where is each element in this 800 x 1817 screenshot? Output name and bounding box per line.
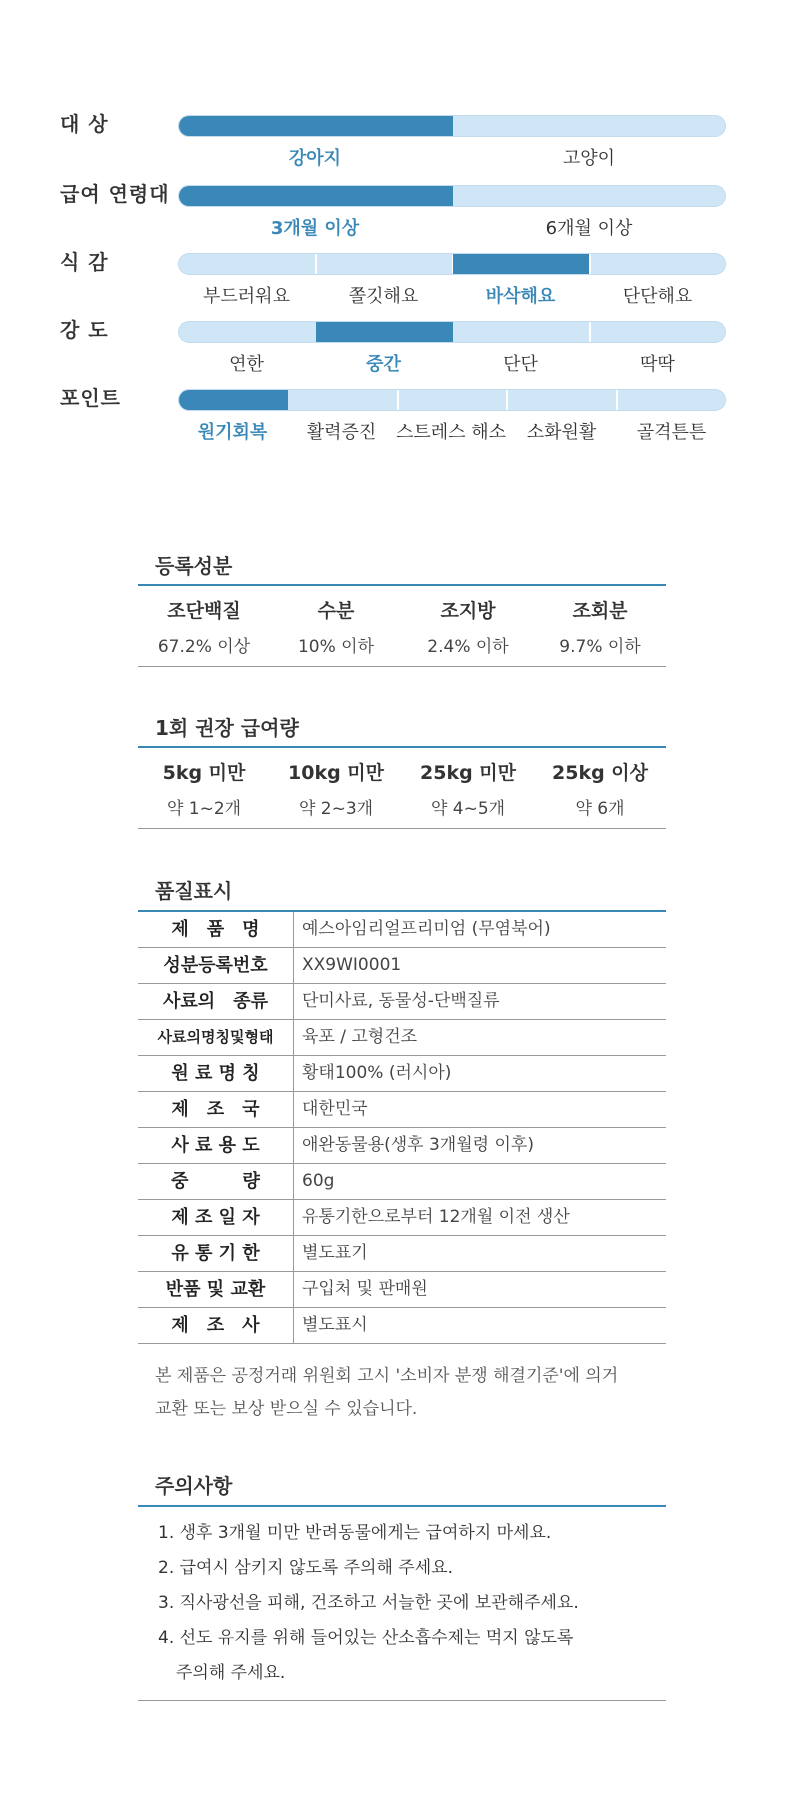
row-value: 구입처 및 판매원 (302, 1279, 428, 1299)
feeding-top-rule (138, 746, 666, 748)
table-row (138, 948, 666, 984)
table-header: 조지방 (440, 600, 496, 622)
row-key: 유 통 기 한 (138, 1236, 294, 1271)
bar-point (178, 389, 726, 411)
row-value: 60g (302, 1171, 335, 1191)
table-row (138, 1308, 666, 1344)
row-key: 원 료 명 칭 (138, 1056, 294, 1091)
bar-options (178, 421, 726, 445)
row-value: 별도표기 (302, 1243, 368, 1263)
bar-options (178, 217, 726, 241)
row-key: 중 량 (138, 1164, 294, 1199)
table-cell: 67.2% 이상 (157, 637, 251, 657)
composition-table (138, 596, 666, 656)
table-row (138, 1164, 666, 1200)
table-header: 25kg 이상 (552, 762, 648, 784)
option-recovery: 원기회복 (197, 422, 268, 443)
table-row (138, 984, 666, 1020)
option-digestion: 소화원활 (526, 422, 597, 443)
table-cell: 약 1~2개 (166, 799, 242, 819)
attr-label: 식 감 (60, 250, 109, 274)
table-header: 10kg 미만 (288, 762, 384, 784)
table-row (138, 1020, 666, 1056)
bar-active-segment (179, 186, 453, 206)
row-value: 유통기한으로부터 12개월 이전 생산 (302, 1207, 570, 1227)
row-value: 애완동물용(생후 3개월령 이후) (302, 1135, 534, 1155)
table-row (138, 912, 666, 948)
feeding-title: 1회 권장 급여량 (155, 716, 299, 740)
cautions-top-rule (138, 1505, 666, 1507)
bar-divider (589, 322, 591, 342)
composition-bottom-rule (138, 666, 666, 667)
option-stress: 스트레스 해소 (395, 422, 507, 443)
list-item: 2. 급여시 삼키지 않도록 주의해 주세요. (158, 1558, 453, 1578)
row-value: 별도표시 (302, 1315, 368, 1335)
composition-top-rule (138, 584, 666, 586)
feeding-bottom-rule (138, 828, 666, 829)
bar-divider (315, 254, 317, 274)
option-crispy: 바삭해요 (485, 286, 556, 307)
table-row (138, 1128, 666, 1164)
option-medium: 중간 (366, 354, 401, 375)
bar-options (178, 285, 726, 309)
quality-title: 품질표시 (155, 879, 233, 903)
cautions-bottom-rule (138, 1700, 666, 1701)
bar-divider (616, 390, 618, 410)
bar-divider (506, 390, 508, 410)
attr-label: 대 상 (60, 112, 109, 136)
attr-label: 강 도 (60, 318, 109, 342)
row-value: 육포 / 고형건조 (302, 1027, 418, 1047)
option-chewy: 쫄깃해요 (348, 286, 419, 307)
list-item: 4. 선도 유지를 위해 들어있는 산소흡수제는 먹지 않도록 (158, 1628, 574, 1648)
option-bone: 골격튼튼 (636, 422, 707, 443)
bar-target (178, 115, 726, 137)
table-cell: 10% 이하 (297, 637, 375, 657)
table-header: 25kg 미만 (420, 762, 516, 784)
option-soft: 연한 (229, 354, 264, 375)
bar-active-segment (453, 254, 590, 274)
table-cell: 약 2~3개 (298, 799, 374, 819)
table-cell: 약 4~5개 (430, 799, 506, 819)
cautions-list (158, 1516, 678, 1691)
row-value: 대한민국 (302, 1099, 368, 1119)
composition-title: 등록성분 (155, 554, 233, 578)
table-row (138, 1236, 666, 1272)
quality-note (155, 1360, 675, 1426)
row-value: 예스아임리얼프리미엄 (무염북어) (302, 919, 551, 939)
bar-active-segment (179, 116, 453, 136)
bar-texture (178, 253, 726, 275)
option-dog: 강아지 (288, 148, 342, 169)
row-key: 사 료 용 도 (138, 1128, 294, 1163)
table-cell: 2.4% 이하 (427, 637, 509, 657)
row-key: 제 품 명 (138, 912, 294, 947)
bar-active-segment (179, 390, 288, 410)
cautions-title: 주의사항 (155, 1474, 233, 1498)
table-row (138, 1200, 666, 1236)
row-key: 제 조 사 (138, 1308, 294, 1343)
bar-divider (397, 390, 399, 410)
table-header: 조회분 (572, 600, 628, 622)
attr-label: 급여 연령대 (60, 182, 170, 206)
option-cat: 고양이 (562, 148, 616, 169)
bar-active-segment (316, 322, 453, 342)
quality-note-line: 교환 또는 보상 받으실 수 있습니다. (155, 1399, 418, 1419)
row-value: XX9WI0001 (302, 955, 402, 975)
table-cell: 약 6개 (575, 799, 625, 819)
feeding-table (138, 758, 666, 818)
bar-divider (589, 254, 591, 274)
table-header: 5kg 미만 (162, 762, 246, 784)
table-row (138, 1092, 666, 1128)
table-cell: 9.7% 이하 (559, 637, 641, 657)
option-vitality: 활력증진 (306, 422, 377, 443)
option-soft: 부드러워요 (203, 286, 290, 307)
row-key: 반품 및 교환 (138, 1272, 294, 1307)
bar-options (178, 147, 726, 171)
option-firm: 단단 (503, 354, 538, 375)
list-item-continuation: 주의해 주세요. (176, 1663, 286, 1683)
option-6m: 6개월 이상 (545, 218, 633, 239)
option-3m: 3개월 이상 (270, 218, 360, 239)
table-row (138, 1056, 666, 1092)
list-item: 1. 생후 3개월 미만 반려동물에게는 급여하지 마세요. (158, 1523, 552, 1543)
bar-hardness (178, 321, 726, 343)
option-hard: 딱딱 (640, 354, 675, 375)
list-item: 3. 직사광선을 피해, 건조하고 서늘한 곳에 보관해주세요. (158, 1593, 579, 1613)
row-key: 제 조 일 자 (138, 1200, 294, 1235)
option-hard: 단단해요 (622, 286, 693, 307)
row-key: 성분등록번호 (138, 948, 294, 983)
row-value: 황태100% (러시아) (302, 1063, 452, 1083)
row-value: 단미사료, 동물성-단백질류 (302, 991, 500, 1011)
row-key: 제 조 국 (138, 1092, 294, 1127)
table-row (138, 1272, 666, 1308)
table-header: 조단백질 (167, 600, 241, 622)
attr-label: 포인트 (60, 386, 121, 410)
table-header: 수분 (317, 600, 355, 622)
row-key: 사료의 종류 (138, 984, 294, 1019)
row-key: 사료의명칭및형태 (138, 1020, 294, 1055)
quality-note-line: 본 제품은 공정거래 위원회 고시 '소비자 분쟁 해결기준'에 의거 (155, 1366, 619, 1386)
bar-age (178, 185, 726, 207)
bar-options (178, 353, 726, 377)
